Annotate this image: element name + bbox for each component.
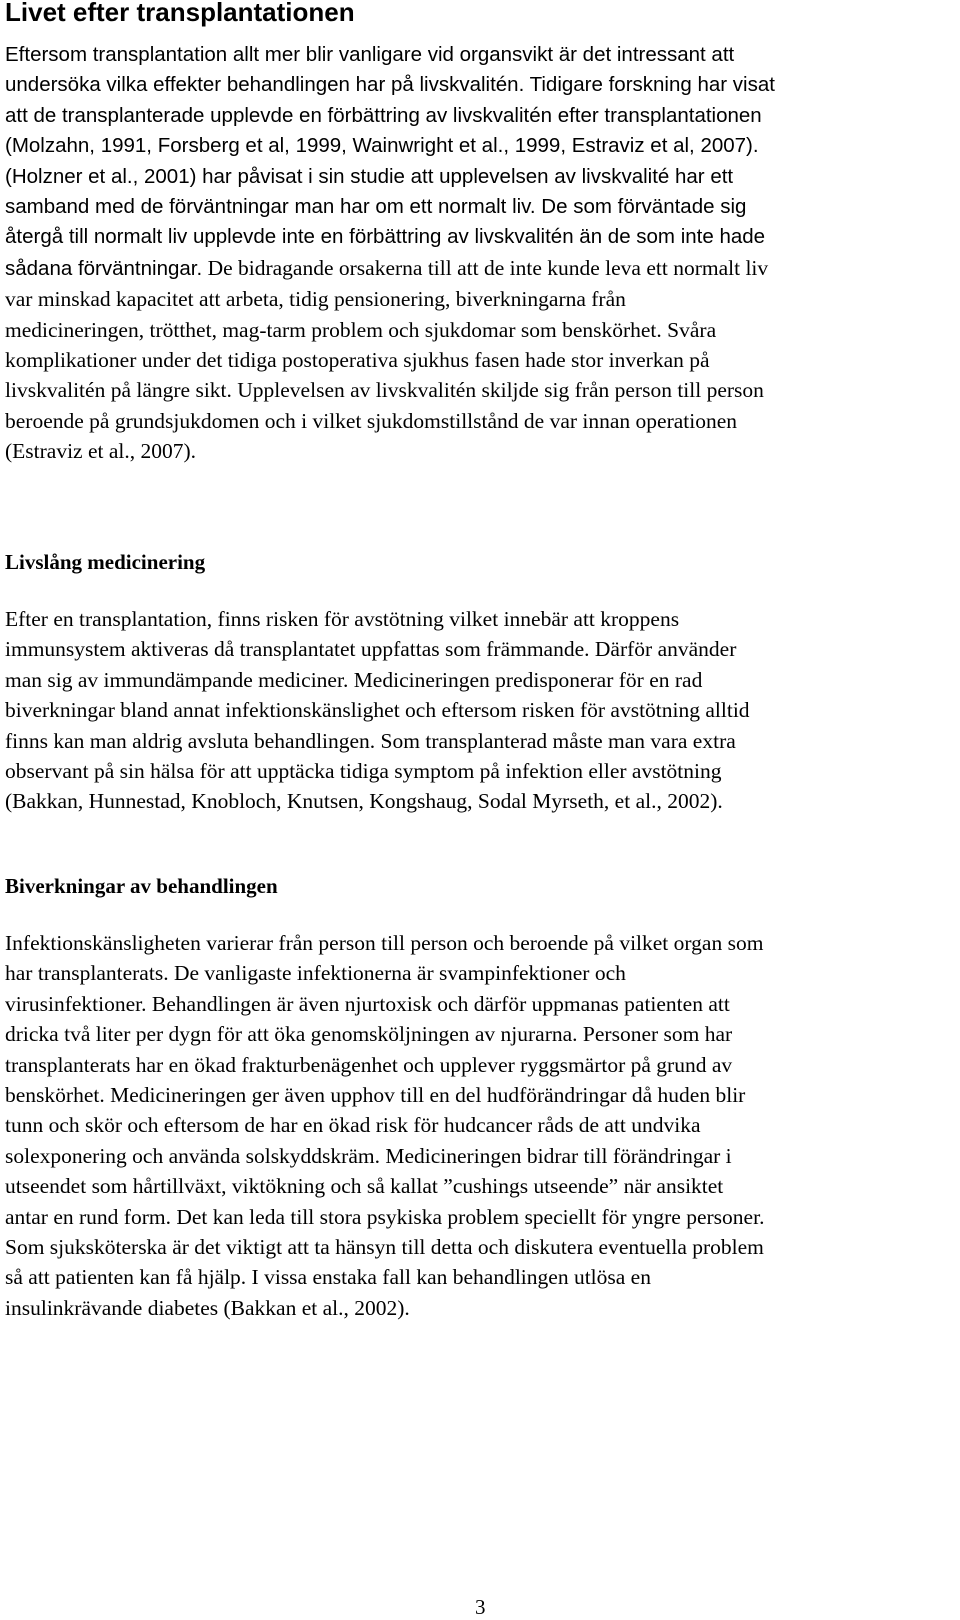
paragraph-line: dricka två liter per dygn för att öka genomsköljningen av njurarna. Personer som har [5, 1022, 733, 1047]
paragraph-line: Som sjuksköterska är det viktigt att ta hänsyn till detta och diskutera eventuella problem [5, 1235, 764, 1260]
intro-line: medicineringen, trötthet, mag-tarm problem och sjukdomar som benskörhet. Svåra [5, 317, 717, 342]
intro-paragraph [5, 40, 960, 467]
intro-line: beroende på grundsjukdomen och i vilket sjukdomstillstånd de var innan operationen [5, 408, 738, 433]
paragraph-line: man sig av immundämpande mediciner. Medicineringen predisponerar för en rad [5, 667, 703, 692]
paragraph-line: har transplanterats. De vanligaste infektionerna är svampinfektioner och [5, 961, 626, 986]
paragraph-line: observant på sin hälsa för att upptäcka tidiga symptom på infektion eller avstötning [5, 759, 722, 784]
paragraph-line: biverkningar bland annat infektionskänslighet och eftersom risken för avstötning alltid [5, 698, 750, 723]
paragraph-line: Infektionskänsligheten varierar från person till person och beroende på vilket organ som [5, 931, 764, 955]
paragraph-line: antar en rund form. Det kan leda till stora psykiska problem speciellt för yngre personer. [5, 1204, 765, 1229]
page-title: Livet efter transplantationen [5, 0, 355, 27]
intro-line: var minskad kapacitet att arbeta, tidig pensionering, biverkningarna från [5, 287, 626, 312]
page-number: 3 [475, 1595, 486, 1619]
paragraph-line: utseendet som hårtillväxt, viktökning och så kallat ”cushings utseende” när ansiktet [5, 1174, 724, 1199]
intro-line: (Molzahn, 1991, Forsberg et al, 1999, Wainwright et al., 1999, Estraviz et al, 2007). [5, 134, 759, 158]
intro-line: komplikationer under det tidiga postoperativa sjukhus fasen hade stor inverkan på [5, 348, 710, 373]
paragraph-line: benskörhet. Medicineringen ger även upphov till en del hudförändringar då huden blir [5, 1083, 746, 1108]
intro-line: samband med de förväntningar man har om ett normalt liv. De som förväntade sig [5, 195, 747, 219]
medicinering-paragraph [5, 604, 960, 817]
intro-line-serif-part: De bidragande orsakerna till att de inte kunde leva ett normalt liv [202, 255, 769, 280]
intro-line: att de transplanterade upplevde en förbättring av livskvalitén efter transplantationen [5, 103, 762, 127]
section-heading-medicinering: Livslång medicinering [5, 550, 206, 574]
intro-line: livskvalitén på längre sikt. Upplevelsen av livskvalitén skiljde sig från person till person [5, 378, 764, 403]
paragraph-line: finns kan man aldrig avsluta behandlingen. Som transplanterad måste man vara extra [5, 728, 736, 753]
intro-line: Eftersom transplantation allt mer blir vanligare vid organsvikt är det intressant att [5, 43, 735, 66]
intro-line: (Estraviz et al., 2007). [5, 439, 197, 464]
paragraph-line: så att patienten kan få hjälp. I vissa enstaka fall kan behandlingen utlösa en [5, 1265, 651, 1290]
paragraph-line: tunn och skör och eftersom de har en ökad risk för hudcancer råds de att undvika [5, 1113, 701, 1138]
paragraph-line: virusinfektioner. Behandlingen är även njurtoxisk och därför uppmanas patienten att [5, 991, 730, 1016]
paragraph-line: transplanterats har en ökad frakturbenägenhet och upplever ryggsmärtor på grund av [5, 1052, 733, 1077]
paragraph-line: solexponering och använda solskyddskräm. Medicineringen bidrar till förändringar i [5, 1143, 732, 1168]
intro-line-sans-part: sådana förväntningar. [5, 256, 203, 280]
biverkningar-paragraph [5, 928, 960, 1323]
paragraph-line: (Bakkan, Hunnestad, Knobloch, Knutsen, Kongshaug, Sodal Myrseth, et al., 2002). [5, 789, 723, 814]
paragraph-line: insulinkrävande diabetes (Bakkan et al., 2002). [5, 1295, 410, 1320]
paragraph-line: Efter en transplantation, finns risken för avstötning vilket innebär att kroppens [5, 607, 680, 631]
section-heading-biverkningar: Biverkningar av behandlingen [5, 874, 278, 898]
intro-line-mixed [5, 253, 960, 284]
paragraph-line: immunsystem aktiveras då transplantatet uppfattas som främmande. Därför använder [5, 637, 737, 662]
intro-line: återgå till normalt liv upplevde inte en förbättring av livskvalitén än de som inte hade [5, 225, 766, 249]
intro-line: undersöka vilka effekter behandlingen har på livskvalitén. Tidigare forskning har visat [5, 73, 775, 97]
intro-line: (Holzner et al., 2001) har påvisat i sin studie att upplevelsen av livskvalité har ett [5, 164, 734, 188]
